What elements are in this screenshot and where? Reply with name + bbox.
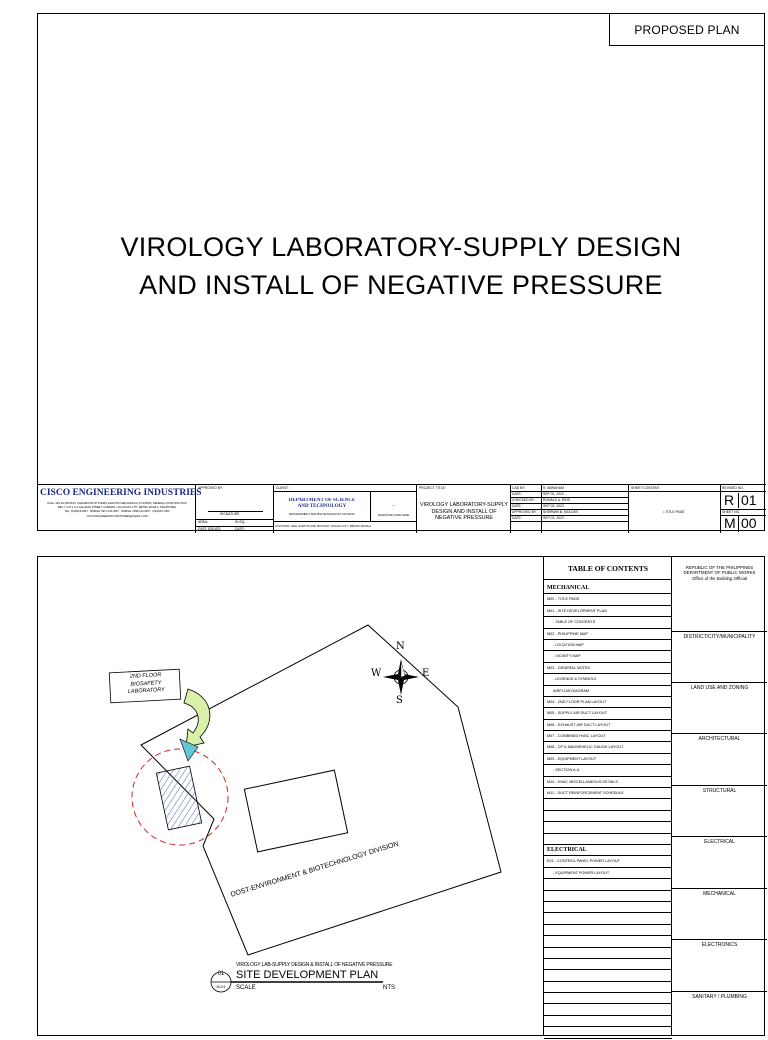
date3-label: DATE: bbox=[512, 516, 522, 520]
toc-item: - VICINITY MAP bbox=[544, 651, 672, 662]
client-name-line1: DEPARTMENT OF SCIENCE bbox=[288, 498, 356, 503]
title-block bbox=[38, 484, 766, 533]
toc-blank-row bbox=[544, 982, 672, 993]
toc-blank-row bbox=[544, 879, 672, 890]
revised-letter: R bbox=[724, 493, 735, 507]
toc-item: - SECTION A-A bbox=[544, 765, 672, 776]
toc-blank-row bbox=[544, 1027, 672, 1038]
agency-section: ARCHITECTURAL bbox=[672, 733, 767, 742]
company-address: B&G 7 LOT 1 & 2 GALLEON STREET, CAMARIN, CALOOCAN CITY, METRO MANILA, PHILIPPINES bbox=[57, 506, 177, 510]
project-title-text: VIROLOGY LABORATORY-SUPPLY DESIGN AND INSTALL OF NEGATIVE PRESSURE bbox=[420, 502, 508, 522]
drawing-sheet-ref: M-01 bbox=[216, 984, 226, 989]
date-label: DATE: bbox=[235, 527, 245, 531]
title-line-1: VIROLOGY LABORATORY-SUPPLY DESIGN bbox=[120, 232, 682, 262]
date1: SEP 02, 2022 bbox=[543, 492, 564, 496]
callout-arrow bbox=[184, 689, 210, 747]
agency-section: ELECTRICAL bbox=[672, 836, 767, 845]
table-of-contents bbox=[543, 557, 672, 1035]
sheet-content-label: SHEET CONTENT bbox=[631, 486, 660, 490]
agency-section: LAND USE AND ZONING bbox=[672, 682, 767, 691]
toc-blank-row bbox=[544, 799, 672, 810]
agency-panel bbox=[671, 557, 767, 1035]
site-development-drawing bbox=[38, 557, 543, 1035]
toc-blank-row bbox=[544, 993, 672, 1004]
toc-blank-row bbox=[544, 822, 672, 833]
toc-item: M03 - GENERAL NOTES bbox=[544, 663, 672, 674]
toc-section-heading: ELECTRICAL bbox=[544, 845, 672, 856]
toc-item: M09 - EQUIPMENT LAYOUT bbox=[544, 754, 672, 765]
date2: SEP 02, 2022 bbox=[543, 504, 564, 508]
revised-label: REVISED NO. bbox=[722, 486, 744, 490]
toc-blank-row bbox=[544, 891, 672, 902]
agency-header bbox=[672, 565, 767, 581]
date-issued-label: DATE ISSUED: bbox=[198, 527, 222, 531]
toc-item: - LEGENDS & SYMBOLS bbox=[544, 674, 672, 685]
approved2-label: APPROVED BY: bbox=[512, 510, 538, 514]
toc-section-heading: MECHANICAL bbox=[544, 583, 672, 594]
toc-blank-row bbox=[544, 925, 672, 936]
project-main-title bbox=[38, 228, 764, 304]
agency-line2: DEPARTMENT OF PUBLIC WORKS bbox=[683, 570, 756, 576]
sheet-number: 00 bbox=[741, 516, 757, 530]
building-outline bbox=[244, 770, 347, 852]
toc-item: M01 - SITE DEVELOPMENT PLAN bbox=[544, 606, 672, 617]
toc-list bbox=[544, 583, 672, 1039]
title-line-2: AND INSTALL OF NEGATIVE PRESSURE bbox=[139, 270, 663, 300]
callout-label bbox=[110, 671, 181, 697]
toc-item: M05 - SUPPLY AIR DUCT LAYOUT bbox=[544, 708, 672, 719]
toc-item: - EQUIPMENT POWER LAYOUT bbox=[544, 868, 672, 879]
toc-blank-row bbox=[544, 1004, 672, 1015]
toc-blank-row bbox=[544, 811, 672, 822]
approved-signature-label: SIGNATURE bbox=[220, 512, 240, 516]
toc-item: M10 - HVAC MISCELLANEOUS DETAILS bbox=[544, 777, 672, 788]
toc-item: M08 - CP & MAGNEHELIC GAUGE LAYOUT bbox=[544, 742, 672, 753]
approved-by-label: APPROVED BY: bbox=[198, 486, 224, 490]
approved2-by: SHERWIN B. MOLDES bbox=[543, 510, 579, 514]
toc-item: - LOCATION MAP bbox=[544, 640, 672, 651]
agency-section: STRUCTURAL bbox=[672, 785, 767, 794]
date3: SEP 02, 2022 bbox=[543, 516, 564, 520]
compass-w: W bbox=[371, 668, 382, 679]
toc-item: M06 - EXHAUST AIR DUCT LAYOUT bbox=[544, 720, 672, 731]
location-text: GEN. SANTOS AVE. BICUTAN, TAGUIG CITY, METRO MANILA bbox=[290, 524, 372, 528]
toc-item: M02 - PHILIPPINE MAP bbox=[544, 629, 672, 640]
area-unit: IN SQ. bbox=[235, 520, 246, 524]
callout-line1: 2ND FLOOR bbox=[129, 672, 162, 680]
scale-label: SCALE bbox=[236, 985, 256, 991]
company-email: CISCO ENGINEERING INDUSTRIES@GMAIL.COM bbox=[86, 514, 148, 518]
title-sheet bbox=[37, 13, 765, 531]
client-name bbox=[274, 498, 370, 510]
date1-label: DATE: bbox=[512, 492, 522, 496]
toc-item: M00 - TITLE PAGE bbox=[544, 594, 672, 605]
building-label: DOST-ENVIRONMENT & BIOTECHNOLOGY DIVISION bbox=[230, 840, 400, 899]
agency-section: DISTRICT/CITY/MUNICIPALITY bbox=[672, 631, 767, 640]
location-label: LOCATION: bbox=[275, 524, 290, 528]
client-dash: --- bbox=[391, 503, 396, 507]
agency-line1: REPUBLIC OF THE PHILIPPINES bbox=[685, 565, 754, 570]
company-phones: TEL: (02)8123-4567 · MOBILE: 0917-123-4567 · MOBILE: 0998-123-4567 · (02)8123-7654 bbox=[64, 510, 170, 514]
toc-item: M07 - COMBINED HVAC LAYOUT bbox=[544, 731, 672, 742]
sheet-content: • TITLE PAGE bbox=[663, 510, 685, 514]
toc-item: AIRFLOW DIAGRAM bbox=[544, 686, 672, 697]
toc-blank-row bbox=[544, 970, 672, 981]
toc-blank-row bbox=[544, 1016, 672, 1027]
toc-blank-row bbox=[544, 902, 672, 913]
location bbox=[275, 524, 415, 528]
agency-line3: Office of the Building Official bbox=[692, 575, 747, 581]
client-label: CLIENT: bbox=[276, 486, 289, 490]
company-details bbox=[40, 502, 194, 519]
area-label: AREA: bbox=[198, 520, 209, 524]
scale-value: NTS bbox=[383, 985, 395, 991]
site-plan-sheet bbox=[37, 556, 765, 1036]
toc-blank-row bbox=[544, 834, 672, 845]
toc-item: M11 - DUCT REINFORCEMENT SCHEDULE bbox=[544, 788, 672, 799]
biosafety-lab-area bbox=[156, 766, 201, 830]
agency-section: ELECTRONICS bbox=[672, 939, 767, 948]
company-services: HVAC, AIR FILTRATION, CLEANROOM SYSTEMS, ELECTRO-MECHANICAL SYSTEMS, GENERAL CONSTRUCTION bbox=[47, 502, 187, 505]
toc-title: TABLE OF CONTENTS bbox=[544, 557, 672, 580]
sheet-letter: M bbox=[724, 516, 736, 530]
proposed-plan-label: PROPOSED PLAN bbox=[609, 14, 764, 46]
drawing-title: SITE DEVELOPMENT PLAN bbox=[236, 969, 379, 981]
drawing-small-title: VIROLOGY LAB-SUPPLY DESIGN & INSTALL OF NEGATIVE PRESSURE bbox=[236, 962, 393, 968]
callout-line2: BIOSAFETY bbox=[130, 679, 162, 688]
toc-blank-row bbox=[544, 948, 672, 959]
toc-blank-row bbox=[544, 936, 672, 947]
revised-number: 01 bbox=[741, 493, 757, 507]
toc-item: - TABLE OF CONTENTS bbox=[544, 617, 672, 628]
checked-by: RONALD A. REIS bbox=[543, 498, 570, 502]
compass-n: N bbox=[396, 641, 405, 652]
sheet-no-label: SHEET NO. bbox=[722, 510, 741, 514]
client-name-line2: AND TECHNOLOGY bbox=[297, 504, 347, 509]
toc-item: M04 - 2ND FLOOR PLAN LAYOUT bbox=[544, 697, 672, 708]
toc-item: E01 - CONTROL PANEL POWER LAYOUT bbox=[544, 856, 672, 867]
cad-by-label: CAD BY: bbox=[512, 486, 526, 490]
north-arrow-icon bbox=[383, 659, 419, 695]
cad-by: R. ABRAHAM bbox=[543, 486, 564, 490]
client-division: ENVIRONMENT AND BIOTECHNOLOGY DIVISION bbox=[289, 512, 355, 516]
company-name: CISCO ENGINEERING INDUSTRIES bbox=[40, 488, 202, 498]
project-title-label: PROJECT TITLE: bbox=[419, 486, 446, 490]
date2-label: DATE: bbox=[512, 504, 522, 508]
agency-section: MECHANICAL bbox=[672, 888, 767, 897]
compass-e: E bbox=[422, 668, 430, 679]
drawing-number: 01 bbox=[217, 971, 225, 977]
toc-blank-row bbox=[544, 913, 672, 924]
checked-by-label: CHECKED BY: bbox=[512, 498, 535, 502]
callout-line3: LABORATORY bbox=[127, 687, 165, 695]
toc-blank-row bbox=[544, 959, 672, 970]
client-signature-label: SIGNATURE OVER NAME bbox=[377, 514, 410, 517]
compass-s: S bbox=[396, 695, 403, 706]
agency-section: SANITARY / PLUMBING bbox=[672, 991, 767, 1000]
